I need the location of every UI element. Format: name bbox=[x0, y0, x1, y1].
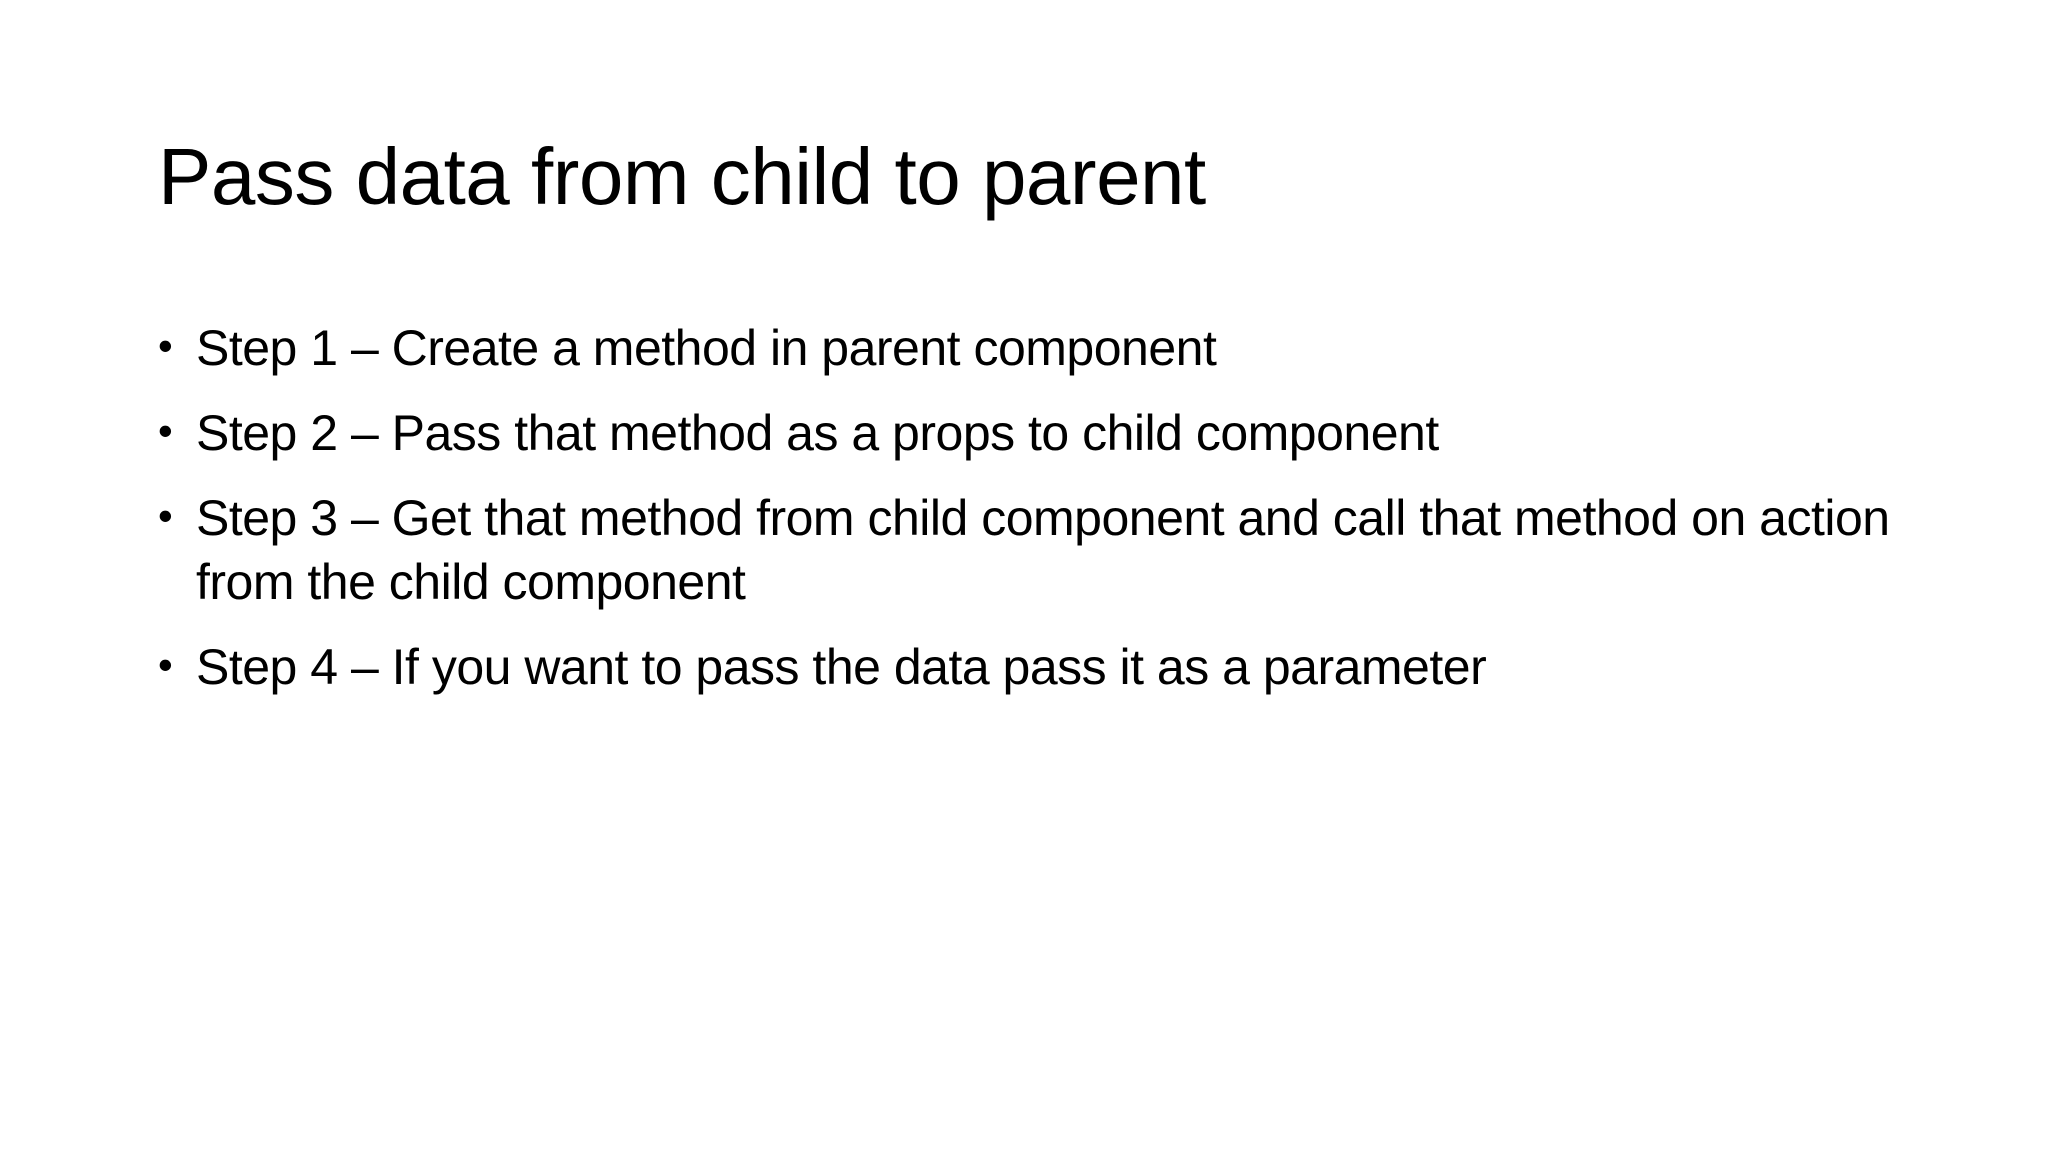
slide-title: Pass data from child to parent bbox=[158, 132, 1206, 221]
bullet-dot-icon: • bbox=[158, 492, 173, 539]
bullet-text: Step 1 – Create a method in parent component bbox=[196, 320, 1217, 376]
bullet-item-step-1 bbox=[158, 316, 1918, 380]
bullet-item-step-2 bbox=[158, 401, 1918, 465]
bullet-text: Step 3 – Get that method from child component and call that method on action from the child component bbox=[196, 490, 1890, 610]
bullet-list bbox=[158, 316, 1918, 720]
bullet-dot-icon: • bbox=[158, 407, 173, 454]
bullet-item-step-4 bbox=[158, 635, 1918, 699]
bullet-text: Step 4 – If you want to pass the data pass it as a parameter bbox=[196, 639, 1487, 695]
bullet-dot-icon: • bbox=[158, 322, 173, 369]
bullet-dot-icon: • bbox=[158, 641, 173, 688]
bullet-item-step-3 bbox=[158, 486, 1918, 614]
bullet-text: Step 2 – Pass that method as a props to child component bbox=[196, 405, 1439, 461]
